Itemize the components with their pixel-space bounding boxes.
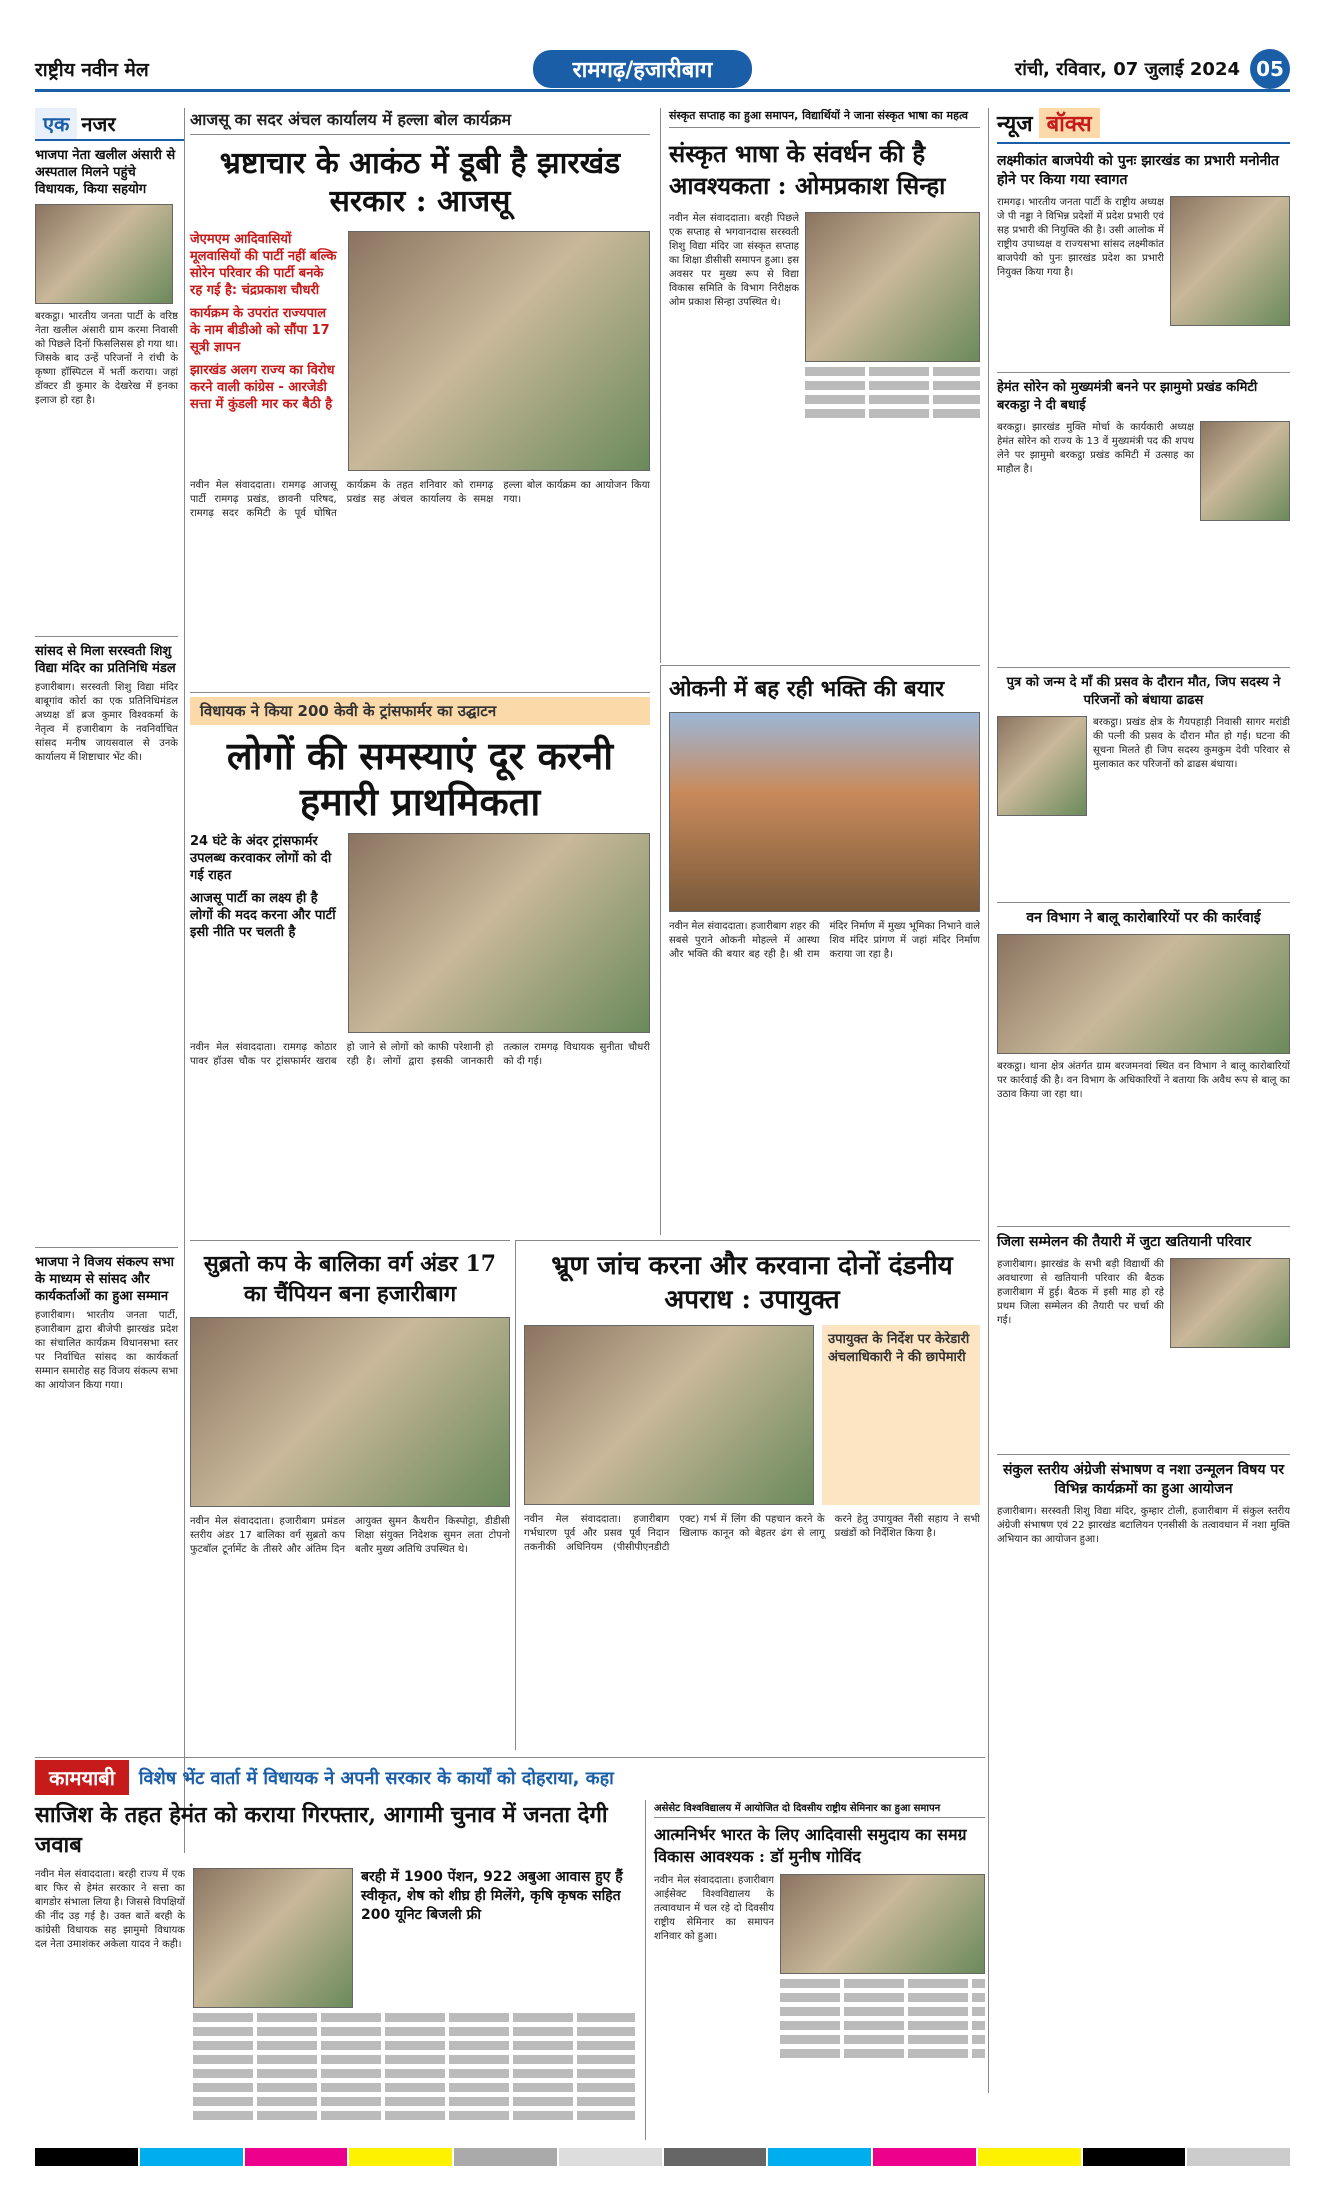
- page-number: 05: [1250, 49, 1290, 89]
- story-photo: [669, 712, 980, 912]
- story-headline: लक्ष्मीकांत बाजपेयी को पुनः झारखंड का प्रभारी मनोनीत होने पर किया गया स्वागत: [997, 153, 1280, 188]
- story-headline: भ्रष्टाचार के आकंठ में डूबी है झारखंड सरकार : आजसू: [219, 146, 621, 219]
- story-bullet: झारखंड अलग राज्य का विरोध करने वाली कांग्रेस - आरजेडी सत्ता में कुंडली मार कर बैठी है: [190, 363, 335, 412]
- ek-nazar-word1: एक: [35, 108, 77, 139]
- story-kicker: आजसू का सदर अंचल कार्यालय में हल्ला बोल कार्यक्रम: [190, 108, 650, 135]
- bhrun-story: [515, 1240, 980, 1750]
- paper-name: राष्ट्रीय नवीन मेल: [35, 58, 149, 81]
- story-body: नवीन मेल संवाददाता। हजारीबाग शहर की सबसे पुराने ओकनी मोहल्ले में आस्था और भक्ति की बयार बह रही है। श्री राम मंदिर निर्माण में मुख्य भूमिका निभाने वाले शिव मंदिर प्रांगण में जहां मंदिर निर्माण कराया जा रहा है।: [669, 921, 980, 960]
- news-box-word1: न्यूज: [997, 112, 1033, 137]
- story-body: नवीन मेल संवाददाता। बरही राज्य में एक बार फिर से हेमंत सरकार ने सत्ता का बागडोर संभाला लिया है। जिससे विपक्षियों की नींद उड़ गई है। उक्त बातें बरही के कांग्रेसी विधायक सह झामुमो विधायक दल नेता उमाशंकर अकेला यादव ने कही।: [35, 1869, 185, 1950]
- story-body: नवीन मेल संवाददाता। बरही पिछले एक सप्ताह से भगवानदास सरस्वती शिशु विद्या मंदिर जा संस्कृत सप्ताह का शिक्षा डीसीसी समापन हुआ। इस अवसर पर मुख्य रूप से विद्या विकास समिति के विभाग निरीक्षक ओम प्रकाश सिन्हा उपस्थित थे।: [669, 213, 799, 308]
- news-box-word2: बॉक्स: [1039, 108, 1100, 138]
- story-headline: वन विभाग ने बालू कारोबारियों पर की कार्रवाई: [1026, 910, 1261, 926]
- story-headline: ओकनी में बह रही भक्ति की बयार: [669, 676, 945, 702]
- story-photo: [1170, 1258, 1290, 1348]
- story-headline: भाजपा ने विजय संकल्प सभा के माध्यम से सांसद और कार्यकर्ताओं का हुआ सम्मान: [35, 1255, 175, 1304]
- story-headline: आत्मनिर्भर भारत के लिए आदिवासी समुदाय का समग्र विकास आवश्यक : डॉ मुनीष गोविंद: [654, 1825, 967, 1866]
- ek-nazar-word2: नजर: [81, 112, 116, 136]
- transformer-story: [190, 692, 650, 1237]
- story-body: बरकट्ठा। थाना क्षेत्र अंतर्गत ग्राम बरजमनवां स्थित वन विभाग ने बालू कारोबारियों पर कार्रवाई की है। वन विभाग के अधिकारियों ने बताया कि अवैध रूप से बालू का उठाव किया जा रहा था।: [997, 1061, 1290, 1100]
- story-headline: सांसद से मिला सरस्वती शिशु विद्या मंदिर का प्रतिनिधि मंडल: [35, 644, 176, 676]
- story-body: बरकट्ठा। झारखंड मुक्ति मोर्चा के कार्यकारी अध्यक्ष हेमंत सोरेन को राज्य के 13 वें मुख्यमंत्री पद की शपथ लेने पर झामुमो बरकट्ठा प्रखंड कमिटी में उत्साह का माहौल है।: [997, 422, 1194, 475]
- story-photo: [524, 1325, 814, 1505]
- story-callout: उपायुक्त के निर्देश पर केरेडारी अंचलाधिकारी ने की छापेमारी: [822, 1325, 980, 1505]
- story-photo: [997, 716, 1087, 816]
- story-kicker: संस्कृत सप्ताह का हुआ समापन, विद्यार्थियों ने जाना संस्कृत भाषा का महत्व: [669, 108, 980, 128]
- news-box-tag: [997, 108, 1290, 144]
- story-photo: [35, 204, 173, 304]
- registration-strip: [0, 0, 1325, 22]
- story-photo: [1170, 196, 1290, 326]
- left-column: [35, 108, 185, 1853]
- atmanirbhar-story: [645, 1800, 985, 2140]
- story-photo: [348, 833, 650, 1033]
- story-body: नवीन मेल संवाददाता। रामगढ़ कोठार पावर हॉउस चौक पर ट्रांसफार्मर खराब हो जाने से लोगों को काफी परेशानी हो रही है। लोगों द्वारा इसकी जानकारी तत्काल रामगढ़ विधायक सुनीता चौधरी को दी गई।: [190, 1042, 650, 1067]
- ek-nazar-tag: [35, 108, 184, 141]
- right-column: [988, 108, 1290, 2093]
- story-headline: संकुल स्तरीय अंग्रेजी संभाषण व नशा उन्मूलन विषय पर विभिन्न कार्यक्रमों का हुआ आयोजन: [1002, 1462, 1285, 1497]
- story-photo: [805, 212, 980, 362]
- ajsu-story: [190, 108, 650, 688]
- kamyabi-tag: कामयाबी: [35, 1760, 129, 1795]
- section-title: रामगढ़/हजारीबाग: [533, 50, 753, 88]
- story-body: रामगढ़। भारतीय जनता पार्टी के राष्ट्रीय अध्यक्ष जे पी नड्डा ने विभिन्न प्रदेशों में प्रदेश प्रभारी एवं सह प्रभारी की नियुक्ति की है। उसी आलोक में राष्ट्रीय उपाध्यक्ष व राज्यसभा सांसद लक्ष्मीकांत बाजपेयी को पुनः झारखंड प्रदेश का प्रभारी नियुक्त किया गया है।: [997, 197, 1164, 278]
- registration-color-bar: [35, 2148, 1290, 2166]
- story-photo: [997, 934, 1290, 1054]
- story-kicker: विधायक ने किया 200 केवी के ट्रांसफार्मर का उद्घाटन: [190, 697, 650, 725]
- story-body: नवीन मेल संवाददाता। हजारीबाग प्रमंडल स्तरीय अंडर 17 बालिका वर्ग सुब्रतो कप फुटबॉल टूर्नामेंट के तीसरे और अंतिम दिन आयुक्त सुमन कैथरीन किस्पोट्टा, डीडीसी शिक्षा संयुक्त निदेशक सुमन लता टोपनो बतौर मुख्य अतिथि उपस्थित थे।: [190, 1516, 510, 1555]
- story-body: नवीन मेल संवाददाता। हजारीबाग गर्भधारण पूर्व और प्रसव पूर्व निदान तकनीकी अधिनियम (पीसीपीएनडीटी एक्ट) गर्भ में लिंग की पहचान करने के खिलाफ कानून को बेहतर ढंग से लागू करने हेतु उपायुक्त नैंसी सहाय ने सभी प्रखंडों को निर्देशित किया है।: [524, 1514, 980, 1553]
- dateline: रांची, रविवार, 07 जुलाई 2024: [1014, 58, 1240, 80]
- story-headline: जिला सम्मेलन की तैयारी में जुटा खतियानी परिवार: [997, 1234, 1252, 1250]
- sanskrit-story: [660, 108, 980, 663]
- story-body: नवीन मेल संवाददाता। रामगढ़ आजसू पार्टी रामगढ़ प्रखंड, छावनी परिषद, रामगढ़ सदर कमिटी के पूर्व घोषित कार्यक्रम के तहत शनिवार को रामगढ़ प्रखंड सह अंचल कार्यालय के समक्ष हल्ला बोल कार्यक्रम का आयोजन किया गया।: [190, 480, 650, 519]
- story-body: हजारीबाग। सरस्वती शिशु विद्या मंदिर बाबूगांव कोर्रा का एक प्रतिनिधिमंडल अध्यक्ष डॉ ब्रज कुमार विश्वकर्मा के नेतृत्व में हजारीबाग के नवनिर्वाचित सांसद मनीष जायसवाल से उनके कार्यालय में शिष्टाचार भेंट की।: [35, 682, 178, 763]
- story-kicker: असेसेट विश्वविद्यालय में आयोजित दो दिवसीय राष्ट्रीय सेमिनार का हुआ समापन: [654, 1800, 985, 1818]
- story-bullet: बरही में 1900 पेंशन, 922 अबुआ आवास हुए हैं स्वीकृत, शेष को शीघ्र ही मिलेंगे, कृषि कृषक सहित 200 यूनिट बिजली फ्री: [361, 1869, 623, 1923]
- story-body: हजारीबाग। भारतीय जनता पार्टी, हजारीबाग द्वारा बीजेपी झारखंड प्रदेश का संचालित कार्यक्रम विधानसभा स्तर पर निर्वाचित सांसद का कार्यकर्ता सम्मान समारोह सह विजय संकल्प सभा का आयोजन किया गया।: [35, 1310, 178, 1391]
- story-bullet: कार्यक्रम के उपरांत राज्यपाल के नाम बीडीओ को सौंपा 17 सूत्री ज्ञापन: [190, 306, 330, 355]
- story-headline: लोगों की समस्याएं दूर करनी हमारी प्राथमिकता: [226, 733, 614, 824]
- okni-story: [660, 665, 980, 1235]
- story-photo: [348, 231, 650, 471]
- story-photo: [193, 1868, 353, 2008]
- story-body: नवीन मेल संवाददाता। हजारीबाग आईसेक्ट विश्वविद्यालय के तत्वावधान में चल रहे दो दिवसीय राष्ट्रीय सेमिनार का समापन शनिवार को हुआ।: [654, 1875, 774, 1942]
- kamyabi-strip: [35, 1757, 985, 1797]
- story-photo: [780, 1874, 985, 1974]
- story-body: हजारीबाग। सरस्वती शिशु विद्या मंदिर, कुम्हार टोली, हजारीबाग में संकुल स्तरीय अंग्रेजी संभाषण एवं 22 झारखंड बटालियन एनसीसी के तत्वावधान में नशा मुक्ति अभियान का आयोजन हुआ।: [997, 1506, 1290, 1545]
- kamyabi-story: [35, 1800, 635, 2140]
- story-headline: भाजपा नेता खलील अंसारी से अस्पताल मिलने पहुंचे विधायक, किया सहयोग: [35, 148, 176, 197]
- story-body: हजारीबाग। झारखंड के सभी बड़ी विद्यार्थी की अवधारणा से खतियानी परिवार की बैठक हजारीबाग में हुई। बैठक में इसी माह हो रहे प्रथम जिला सम्मेलन की तैयारी पर चर्चा की गई।: [997, 1259, 1164, 1326]
- story-body: बरकट्ठा। प्रखंड क्षेत्र के गैयपहाड़ी निवासी सागर मरांडी की पत्नी की प्रसव के दौरान मौत हो गई। घटना की सूचना मिलते ही जिप सदस्य कुमकुम देवी परिवार से मुलाकात कर परिजनों को ढाढस बंधाया।: [1093, 717, 1290, 770]
- masthead: [35, 48, 1290, 92]
- story-headline: भ्रूण जांच करना और करवाना दोनों दंडनीय अपराध : उपायुक्त: [551, 1251, 953, 1315]
- story-headline: साजिश के तहत हेमंत को कराया गिरफ्तार, आगामी चुनाव में जनता देगी जवाब: [35, 1802, 608, 1858]
- story-photo: [190, 1317, 510, 1507]
- story-headline: हेमंत सोरेन को मुख्यमंत्री बनने पर झामुमो प्रखंड कमिटी बरकट्ठा ने दी बधाई: [997, 380, 1258, 413]
- subroto-story: [190, 1240, 510, 1750]
- story-bullet: आजसू पार्टी का लक्ष्य ही है लोगों की मदद करना और पार्टी इसी नीति पर चलती है: [190, 891, 336, 940]
- story-photo: [1200, 421, 1290, 521]
- story-headline: संस्कृत भाषा के संवर्धन की है आवश्यकता : ओमप्रकाश सिन्हा: [669, 139, 946, 200]
- story-headline: सुब्रतो कप के बालिका वर्ग अंडर 17 का चैंपियन बना हजारीबाग: [203, 1251, 497, 1307]
- story-bullet: 24 घंटे के अंदर ट्रांसफार्मर उपलब्ध करवाकर लोगों को दी गई राहत: [190, 834, 332, 883]
- story-headline: पुत्र को जन्म दे माँ की प्रसव के दौरान मौत, जिप सदस्य ने परिजनों को बंधाया ढाढस: [1006, 675, 1281, 708]
- story-body: बरकट्ठा। भारतीय जनता पार्टी के वरिष्ठ नेता खलील अंसारी ग्राम करमा निवासी को पिछले दिनों फिसलिसस हो गया था। जिसके बाद उन्हें परिजनों ने रांची के कृष्णा हॉस्पिटल में भर्ती कराया। जहां डॉक्टर डी कुमार के देखरेख में इनका इलाज हो रहा है।: [35, 311, 178, 406]
- story-bullet: जेएमएम आदिवासियों मूलवासियों की पार्टी नहीं बल्कि सोरेन परिवार की पार्टी बनके रह गई है: चंद्रप्रकाश चौधरी: [190, 232, 337, 298]
- kamyabi-strap: विशेष भेंट वार्ता में विधायक ने अपनी सरकार के कार्यों को दोहराया, कहा: [138, 1767, 614, 1789]
